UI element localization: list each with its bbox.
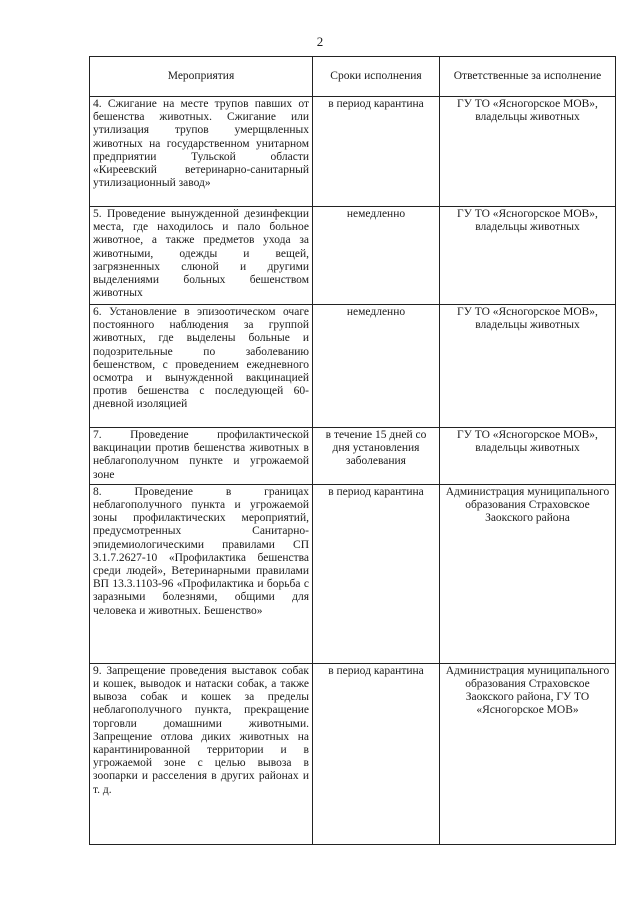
measures-table: [89, 56, 616, 845]
term-cell: в течение 15 дней со дня установления заболевания: [313, 428, 440, 485]
responsible-cell: Администрация муниципального образования Страховское Заокского района, ГУ ТО «Ясногорское МОВ»: [440, 663, 616, 844]
table-row: [90, 663, 616, 844]
term-cell: в период карантина: [313, 484, 440, 663]
activity-cell: 5. Проведение вынужденной дезинфекции места, где находилось и пало больное животное, а также предметов ухода за животными, одежды и вещей, загрязненных слюной и другими выделениями больных бешенством животных: [90, 207, 313, 305]
table-row: [90, 484, 616, 663]
activity-cell: 6. Установление в эпизоотическом очаге постоянного наблюдения за группой животных, где выделены больные и подозрительные по заболеванию бешенством, с проведением ежедневного осмотра и вынужденной вакцинацией против бешенства с последующей 60-дневной изоляцией: [90, 305, 313, 428]
table-row: [90, 207, 616, 305]
term-cell: немедленно: [313, 207, 440, 305]
responsible-cell: ГУ ТО «Ясногорское МОВ», владельцы животных: [440, 428, 616, 485]
table-row: [90, 305, 616, 428]
responsible-cell: ГУ ТО «Ясногорское МОВ», владельцы животных: [440, 207, 616, 305]
responsible-cell: Администрация муниципального образования Страховское Заокского района: [440, 484, 616, 663]
header-responsible: Ответственные за исполнение: [440, 57, 616, 97]
term-cell: в период карантина: [313, 663, 440, 844]
term-cell: в период карантина: [313, 97, 440, 207]
activity-cell: 4. Сжигание на месте трупов павших от бешенства животных. Сжигание или утилизация трупов умерщвленных животных на государственном унитарном предприятии Тульской области «Киреевский ветеринарно-санитарный утилизационный завод»: [90, 97, 313, 207]
table-row: [90, 428, 616, 485]
page-number: 2: [316, 34, 324, 49]
activity-cell: 9. Запрещение проведения выставок собак и кошек, выводок и натаски собак, а также вывоза собак и кошек за пределы неблагополучного пункта, прекращение торговли домашними животными. Запрещение отлова диких животных на карантинированной территории и в угрожаемой зоне с целью вывоза в зоопарки и расселения в других районах и т. д.: [90, 663, 313, 844]
activity-cell: 8. Проведение в границах неблагополучного пункта и угрожаемой зоны профилактических мероприятий, предусмотренных Санитарно-эпидемиологическими правилами СП 3.1.7.2627-10 «Профилактика бешенства среди людей», Ветеринарными правилами ВП 13.3.1103-96 «Профилактика и борьба с заразными болезнями, общими для человека и животных. Бешенство»: [90, 484, 313, 663]
table-row: [90, 97, 616, 207]
term-cell: немедленно: [313, 305, 440, 428]
responsible-cell: ГУ ТО «Ясногорское МОВ», владельцы животных: [440, 305, 616, 428]
header-measures: Мероприятия: [90, 57, 313, 97]
activity-cell: 7. Проведение профилактической вакцинации против бешенства животных в неблагополучном пункте и угрожаемой зоне: [90, 428, 313, 485]
header-deadlines: Сроки исполнения: [313, 57, 440, 97]
table-header-row: [90, 57, 616, 97]
responsible-cell: ГУ ТО «Ясногорское МОВ», владельцы животных: [440, 97, 616, 207]
